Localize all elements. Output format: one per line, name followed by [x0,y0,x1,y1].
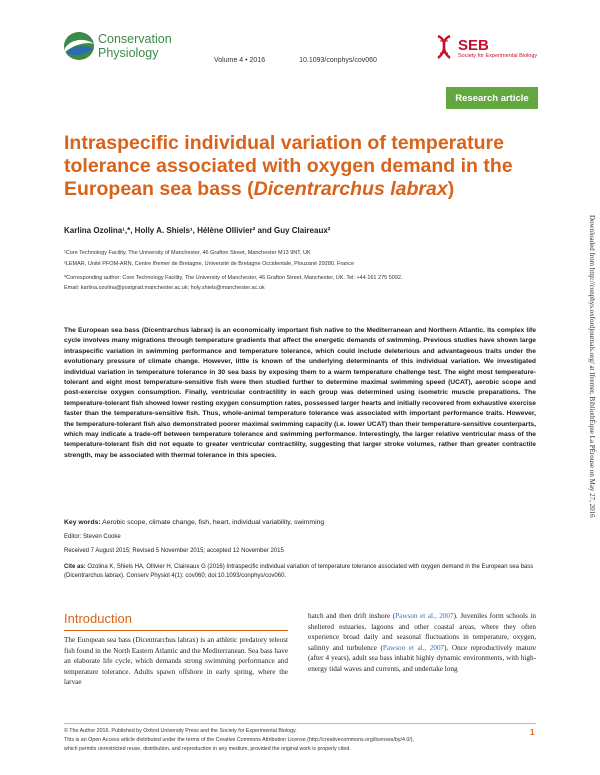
keywords-text: Aerobic scope, climate change, fish, heart, individual variability, swimming [102,519,325,526]
body-text: hatch and then drift inshore ( [308,612,396,620]
seb-logo-text: SEB [458,37,489,54]
seb-logo-subtitle: Society for Experimental Biology [458,53,538,59]
journal-logo-icon [62,30,96,62]
author-list: Karlina Ozolina¹,*, Holly A. Shiels¹, Hélène Ollivier² and Guy Claireaux² [64,226,331,235]
reference-link[interactable]: Pawson et al., 2007 [395,612,454,620]
title-main: Intraspecific individual variation of temperature tolerance associated with oxygen demand in the European sea bass ( [64,132,513,200]
editor-line: Editor: Steven Cooke [64,534,121,540]
title-species: Dicentrarchus labrax [253,178,448,200]
body-column-right [308,611,536,675]
keywords [64,519,324,526]
keywords-label: Key words: [64,519,101,526]
cite-text: Ozolina K, Shiels HA, Ollivier H, Claireaux G (2016) Intraspecific individual variation of temperature tolerance associated with oxygen demand in the European sea bass (Dicentrarchus labrax). Conserv Physiol 4(1): cov060; doi:10.1093/conphys/cov060. [64,564,534,579]
affiliation-2: ²LEMAR, Unité PFOM-ARN, Centre Ifremer de Bretagne, Université de Bretagne Occidentale, Plouzané 29280, France [64,261,355,267]
volume-info: Volume 4 • 2016 [214,57,266,64]
article-type-banner: Research article [446,87,538,109]
citation [64,563,536,581]
body-text: ). Juveniles form schools in sheltered estuaries, lagoons and other coastal areas, where they often experience broad daily and seasonal fluctuations in temperature, oxygen, salinity and turbulence ( [308,612,536,652]
email-line: Email: karlina.ozolina@postgrad.manchester.ac.uk; holy.shiels@manchester.ac.uk [64,285,265,291]
body-column-left: The European sea bass (Dicentrarchus labrax) is an athletic predatory teleost fish found in the North Eastern Atlantic and the Mediterranean. Sea bass have an elaborate life cycle, which demands strong swimming performance and temperature tolerance. Adults spawn offshore in early spring, where the larvae [64,636,288,687]
article-title [64,132,544,201]
reference-link[interactable]: Pawson et al., 2007 [382,643,445,652]
copyright-footer [64,727,524,754]
footer-rule [64,723,536,724]
download-note[interactable]: Downloaded from http://conphys.oxfordjournals.org/ at Ifremer, BibliothÈque La PÉrouse on May 27, 2016 [588,215,596,518]
seb-helix-icon [432,34,456,60]
doi-text: 10.1093/conphys/cov060 [299,57,377,64]
copyright-line: © The Author 2016. Published by Oxford University Press and the Society for Experimental Biology. [64,728,297,734]
journal-name-line1: Conservation [98,32,172,46]
journal-name [98,32,172,60]
journal-name-line2: Physiology [98,46,159,60]
abstract: The European sea bass (Dicentrarchus labrax) is an economically important fish native to the Mediterranean and Northern Atlantic. Its complex life cycle involves many migrations through temperature gradients that affect the energetic demands of swimming. Previous studies have shown large intraspecific variation in swimming performance and temperature tolerance, which could include deleterious and advantageous traits under the evolutionary pressure of climate change. However, little is known of the underlying determinants of this individual variation. We investigated individual variation in temperature tolerance in 30 sea bass by exposing them to a warm temperature challenge test. The eight most temperature-tolerant and eight most temperature-sensitive fish were then studied further to determine maximal swimming speed (UCAT), aerobic scope and post-exercise oxygen consumption. Finally, ventricular contractility in each group was determined using isometric muscle preparations. The temperature-tolerant fish showed lower resting oxygen consumption rates, possessed larger hearts and initially recovered from exhaustive exercise faster than the temperature-sensitive fish. Thus, whole-animal temperature tolerance was associated with important performance traits. However, the temperature-tolerant fish also demonstrated poorer maximal swimming capacity (i.e. lower UCAT) than their temperature-sensitive counterparts, which may indicate a trade-off between temperature tolerance and swimming performance. Interestingly, the larger relative ventricular mass of the temperature-tolerant fish did not equate to greater ventricular contractility, suggesting that larger stroke volumes, rather than greater contractile strength, may be associated with thermal tolerance in this species. [64,327,536,459]
download-sidebar [586,215,596,575]
title-close: ) [447,178,455,200]
license-line: This is an Open Access article distributed under the terms of the Creative Commons Attribution License (http://creativecommons.org/licenses/by/4.0/), [64,737,415,743]
cite-label: Cite as: [64,564,86,570]
section-heading-introduction: Introduction [64,611,132,626]
body-text: ). Once reproductively mature (after 4 years), adult sea bass inhabit highly dynamic environments, with high-energy tidal waves and currents, and undertake long [308,643,536,673]
header-meta [214,57,454,64]
section-rule [64,630,288,631]
received-dates: Received 7 August 2015; Revised 5 November 2015; accepted 12 November 2015 [64,548,284,554]
page-number: 1 [530,728,535,737]
affiliation-1: ¹Core Technology Facility, The University of Manchester, 46 Grafton Street, Manchester M13 9NT, UK [64,250,311,256]
corresponding-author: *Corresponding author: Core Technology Facility, The University of Manchester, 46 Grafton Street, Manchester, UK. Tel: +44 161 275 5092. [64,275,403,281]
license-line: which permits unrestricted reuse, distribution, and reproduction in any medium, provided the original work is properly cited. [64,746,351,752]
